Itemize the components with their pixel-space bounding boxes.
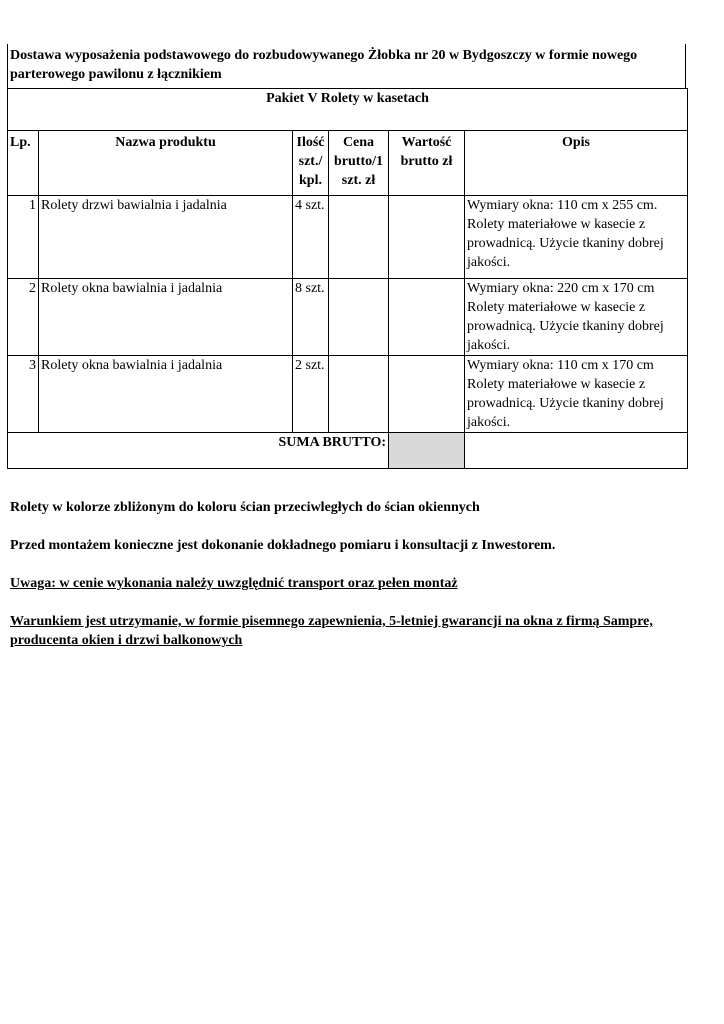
header-desc: Opis bbox=[465, 131, 688, 196]
row-qty: 8 szt. bbox=[293, 279, 329, 356]
row-qty: 2 szt. bbox=[293, 356, 329, 433]
row-desc: Wymiary okna: 220 cm x 170 cm Rolety materiałowe w kasecie z prowadnicą. Użycie tkaniny dobrej jakości. bbox=[465, 279, 688, 356]
row-price bbox=[329, 196, 389, 279]
row-price bbox=[329, 279, 389, 356]
row-name: Rolety drzwi bawialnia i jadalnia bbox=[39, 196, 293, 279]
document-title: Dostawa wyposażenia podstawowego do rozbudowywanego Żłobka nr 20 w Bydgoszczy w formie nowego parterowego pawilonu z łącznikiem bbox=[10, 48, 638, 82]
header-lp: Lp. bbox=[8, 131, 39, 196]
row-desc: Wymiary okna: 110 cm x 170 cm Rolety materiałowe w kasecie z prowadnicą. Użycie tkaniny dobrej jakości. bbox=[465, 356, 688, 433]
package-title: Pakiet V Rolety w kasetach bbox=[8, 89, 688, 131]
header-name: Nazwa produktu bbox=[39, 131, 293, 196]
header-qty: Ilość szt./ kpl. bbox=[293, 131, 329, 196]
sum-row bbox=[8, 433, 688, 469]
row-name: Rolety okna bawialnia i jadalnia bbox=[39, 356, 293, 433]
row-lp: 2 bbox=[8, 279, 39, 356]
row-value bbox=[389, 196, 465, 279]
items-table bbox=[7, 88, 688, 469]
row-desc: Wymiary okna: 110 cm x 255 cm. Rolety materiałowe w kasecie z prowadnicą. Użycie tkaniny dobrej jakości. bbox=[465, 196, 688, 279]
table-row bbox=[8, 279, 688, 356]
color-note: Rolety w kolorze zbliżonym do koloru ścian przeciwległych do ścian okiennych bbox=[10, 500, 480, 515]
row-price bbox=[329, 356, 389, 433]
row-value bbox=[389, 356, 465, 433]
row-qty: 4 szt. bbox=[293, 196, 329, 279]
row-lp: 3 bbox=[8, 356, 39, 433]
attention-note: Uwaga: w cenie wykonania należy uwzględnić transport oraz pełen montaż bbox=[10, 576, 458, 591]
sum-label: SUMA BRUTTO: bbox=[8, 433, 389, 469]
sum-value-field bbox=[389, 433, 465, 469]
header-price: Cena brutto/1 szt. zł bbox=[329, 131, 389, 196]
row-value bbox=[389, 279, 465, 356]
package-row bbox=[8, 89, 688, 131]
header-row bbox=[8, 131, 688, 196]
row-name: Rolety okna bawialnia i jadalnia bbox=[39, 279, 293, 356]
header-value: Wartość brutto zł bbox=[389, 131, 465, 196]
row-lp: 1 bbox=[8, 196, 39, 279]
table-row bbox=[8, 196, 688, 279]
table-row bbox=[8, 356, 688, 433]
sum-spacer bbox=[465, 433, 688, 469]
measure-note: Przed montażem konieczne jest dokonanie dokładnego pomiaru i konsultacji z Inwestorem. bbox=[10, 538, 556, 553]
warranty-note: Warunkiem jest utrzymanie, w formie pisemnego zapewnienia, 5-letniej gwarancji na okna z firmą Sampre, producenta okien i drzwi balkonowych bbox=[10, 614, 653, 648]
